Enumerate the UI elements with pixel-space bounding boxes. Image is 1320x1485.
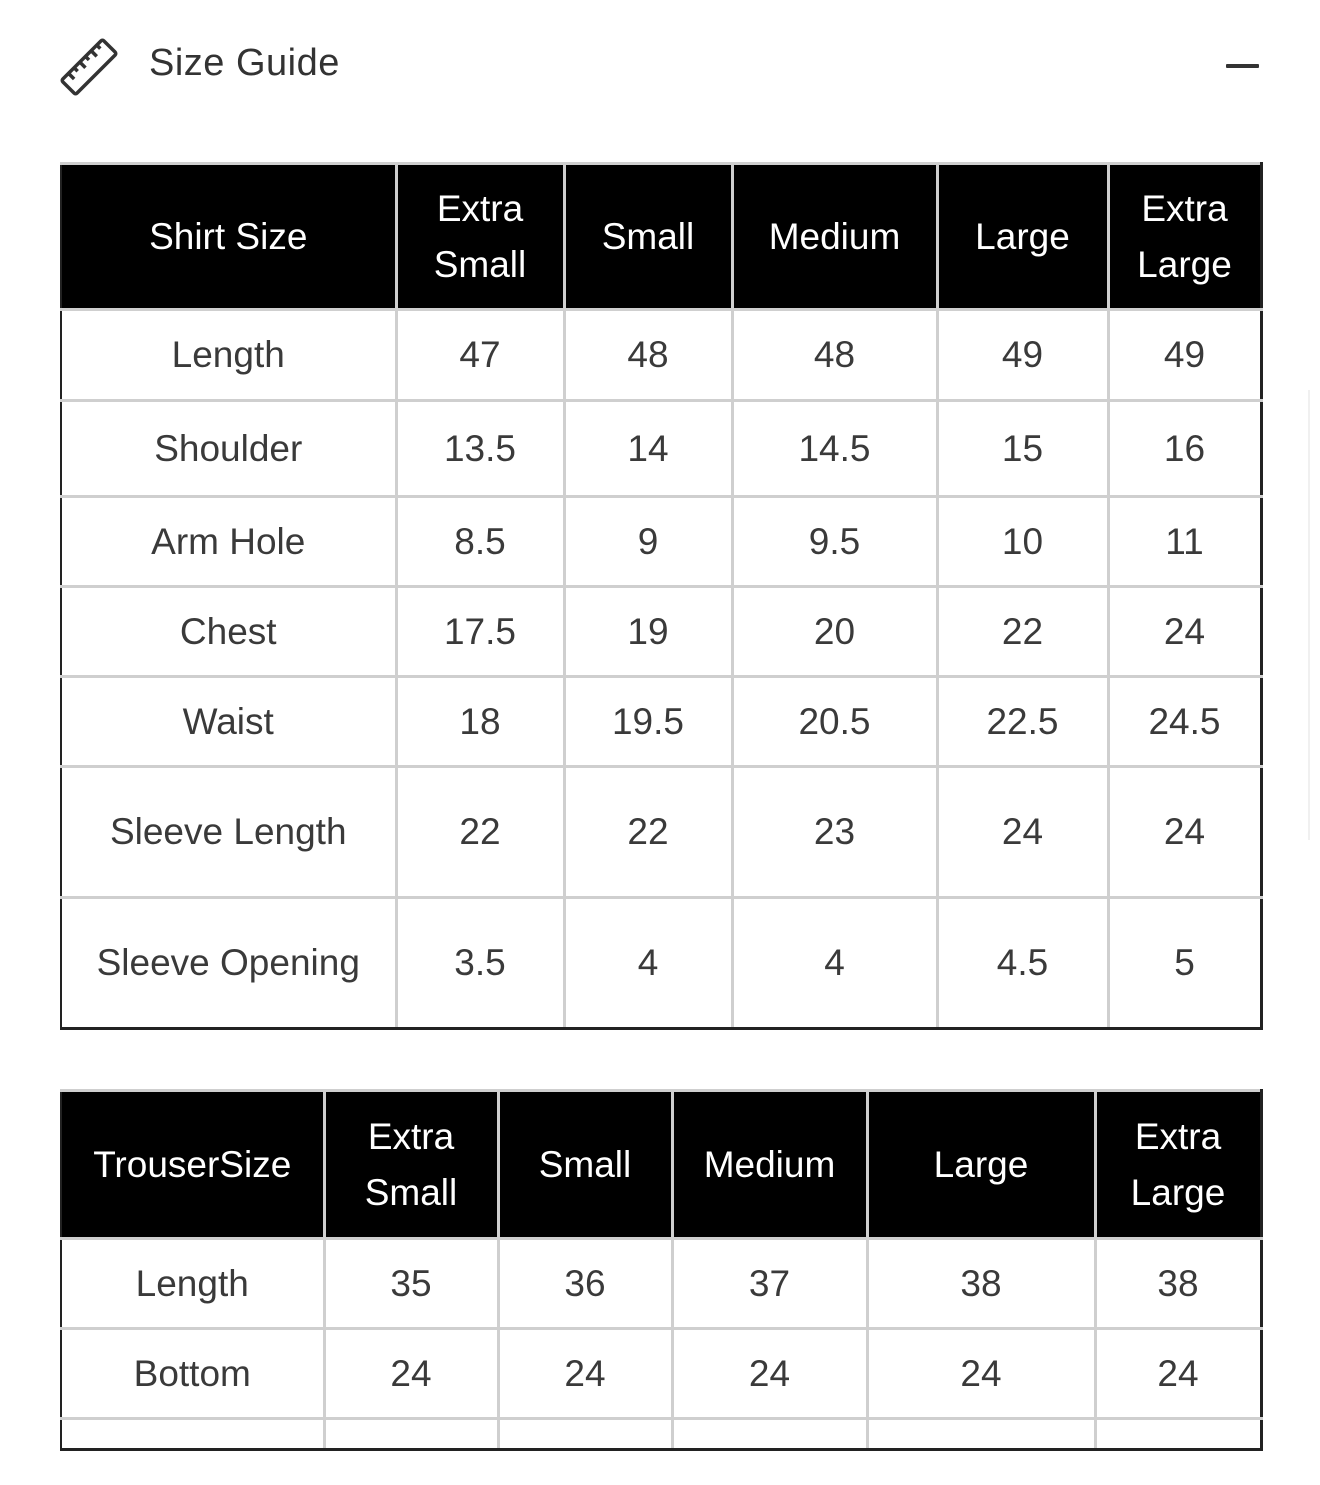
table-cell: 24 <box>937 767 1108 898</box>
row-label: Length <box>61 310 396 401</box>
table-cell: 17.5 <box>396 587 564 677</box>
table-cell <box>498 1419 672 1450</box>
table-cell: 23 <box>732 767 937 898</box>
column-header: Large <box>937 164 1108 310</box>
table-cell: 4 <box>564 898 732 1029</box>
table-cell: 20 <box>732 587 937 677</box>
size-guide-title: Size Guide <box>149 42 340 84</box>
table-cell <box>672 1419 867 1450</box>
column-header: Small <box>564 164 732 310</box>
table-cell: 37 <box>672 1239 867 1329</box>
table-row <box>61 898 1261 1029</box>
table-row <box>61 767 1261 898</box>
minus-icon <box>1226 64 1259 68</box>
table-cell: 24 <box>324 1329 498 1419</box>
table-cell <box>1095 1419 1261 1450</box>
table-cell: 22 <box>396 767 564 898</box>
table-cell: 15 <box>937 401 1108 497</box>
row-label: Sleeve Length <box>61 767 396 898</box>
column-header: Shirt Size <box>61 164 396 310</box>
table-cell: 38 <box>867 1239 1095 1329</box>
column-header: TrouserSize <box>61 1091 324 1239</box>
table-row <box>61 587 1261 677</box>
table-cell: 16 <box>1108 401 1261 497</box>
column-header: Extra Small <box>324 1091 498 1239</box>
table-cell: 47 <box>396 310 564 401</box>
table-row <box>61 401 1261 497</box>
table-cell: 48 <box>564 310 732 401</box>
column-header: Medium <box>672 1091 867 1239</box>
table-cell: 24 <box>672 1329 867 1419</box>
table-cell: 4.5 <box>937 898 1108 1029</box>
row-label: Chest <box>61 587 396 677</box>
row-label: Bottom <box>61 1329 324 1419</box>
table-cell: 8.5 <box>396 497 564 587</box>
table-cell: 24 <box>1108 587 1261 677</box>
table-cell: 35 <box>324 1239 498 1329</box>
table-header-row <box>61 1091 1261 1239</box>
ruler-icon <box>60 38 118 96</box>
table-cell: 10 <box>937 497 1108 587</box>
row-label: Sleeve Opening <box>61 898 396 1029</box>
table-row <box>61 1329 1261 1419</box>
table-cell: 19 <box>564 587 732 677</box>
column-header: Extra Large <box>1108 164 1261 310</box>
table-cell: 18 <box>396 677 564 767</box>
table-cell: 14 <box>564 401 732 497</box>
table-row <box>61 1239 1261 1329</box>
table-cell: 14.5 <box>732 401 937 497</box>
table-cell: 22 <box>564 767 732 898</box>
table-cell: 4 <box>732 898 937 1029</box>
column-header: Medium <box>732 164 937 310</box>
table-cell <box>61 1419 324 1450</box>
table-cell: 5 <box>1108 898 1261 1029</box>
table-cell: 20.5 <box>732 677 937 767</box>
table-cell <box>867 1419 1095 1450</box>
table-cell: 48 <box>732 310 937 401</box>
table-cell: 22 <box>937 587 1108 677</box>
row-label: Waist <box>61 677 396 767</box>
table-cell: 49 <box>937 310 1108 401</box>
table-cell: 22.5 <box>937 677 1108 767</box>
column-header: Large <box>867 1091 1095 1239</box>
table-cell: 36 <box>498 1239 672 1329</box>
table-cell: 3.5 <box>396 898 564 1029</box>
table-cell: 49 <box>1108 310 1261 401</box>
scrollbar[interactable] <box>1308 390 1310 840</box>
table-row <box>61 1419 1261 1450</box>
table-cell: 24 <box>867 1329 1095 1419</box>
size-guide-header[interactable] <box>60 34 1260 98</box>
shirt-size-table <box>60 162 1263 1030</box>
row-label: Length <box>61 1239 324 1329</box>
table-cell: 38 <box>1095 1239 1261 1329</box>
table-cell: 24 <box>1095 1329 1261 1419</box>
table-cell: 9.5 <box>732 497 937 587</box>
table-cell: 24 <box>498 1329 672 1419</box>
row-label: Shoulder <box>61 401 396 497</box>
table-row <box>61 497 1261 587</box>
column-header: Extra Large <box>1095 1091 1261 1239</box>
table-cell: 13.5 <box>396 401 564 497</box>
trouser-size-table <box>60 1089 1263 1451</box>
column-header: Extra Small <box>396 164 564 310</box>
table-cell: 24 <box>1108 767 1261 898</box>
table-cell: 11 <box>1108 497 1261 587</box>
table-cell: 19.5 <box>564 677 732 767</box>
table-header-row <box>61 164 1261 310</box>
row-label: Arm Hole <box>61 497 396 587</box>
table-cell <box>324 1419 498 1450</box>
collapse-button[interactable] <box>1226 48 1260 82</box>
column-header: Small <box>498 1091 672 1239</box>
table-row <box>61 677 1261 767</box>
table-row <box>61 310 1261 401</box>
table-cell: 9 <box>564 497 732 587</box>
table-cell: 24.5 <box>1108 677 1261 767</box>
